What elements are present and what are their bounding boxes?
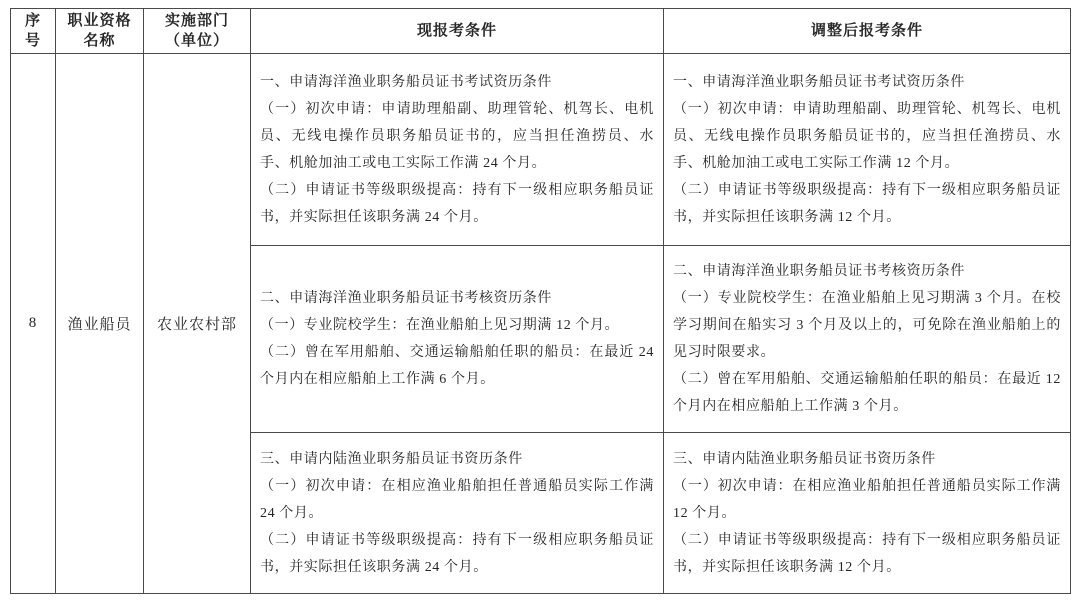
header-row <box>11 9 1071 54</box>
cell-adjusted-conditions-block-1 <box>664 54 1071 246</box>
cell-qualification-name: 渔业船员 <box>56 54 144 594</box>
paragraph: 二、申请海洋渔业职务船员证书考核资历条件 <box>673 264 965 279</box>
paragraph: （一）初次申请：在相应渔业船舶担任普通船员实际工作满 12 个月。 <box>673 478 1061 521</box>
cell-current-conditions-block-3 <box>251 433 664 594</box>
paragraph: （二）申请证书等级职级提高：持有下一级相应职务船员证书，并实际担任该职务满 12 个月。 <box>673 532 1061 575</box>
qualification-requirements-table <box>10 8 1071 594</box>
paragraph: （一）初次申请：申请助理船副、助理管轮、机驾长、电机员、无线电操作员职务船员证书的，应当担任渔捞员、水手、机舱加油工或电工实际工作满 12 个月。 <box>673 101 1061 171</box>
header-department-line1: 实施部门 <box>164 13 229 29</box>
paragraph: 一、申请海洋渔业职务船员证书考试资历条件 <box>260 74 552 90</box>
cell-seq-number: 8 <box>11 54 56 594</box>
header-seq-line2: 号 <box>24 33 41 49</box>
header-seq-line1: 序 <box>24 13 41 29</box>
header-department <box>144 9 251 54</box>
header-qualification-line2: 名称 <box>83 33 116 49</box>
header-current-conditions-label: 现报考条件 <box>416 23 497 39</box>
header-seq <box>11 9 56 54</box>
paragraph: （一）初次申请：申请助理船副、助理管轮、机驾长、电机员、无线电操作员职务船员证书的，应当担任渔捞员、水手、机舱加油工或电工实际工作满 24 个月。 <box>260 101 654 171</box>
cell-department: 农业农村部 <box>144 54 251 594</box>
cell-adjusted-conditions-block-3 <box>664 433 1071 594</box>
cell-current-conditions-block-2 <box>251 246 664 433</box>
paragraph: 三、申请内陆渔业职务船员证书资历条件 <box>673 451 936 467</box>
table-header <box>11 9 1071 54</box>
paragraph: （二）申请证书等级职级提高：持有下一级相应职务船员证书，并实际担任该职务满 12 个月。 <box>673 182 1061 225</box>
table-row-block-1 <box>11 54 1071 246</box>
header-qualification-line1: 职业资格 <box>67 13 132 29</box>
paragraph: （二）曾在军用船舶、交通运输船舶任职的船员：在最近 12 个月内在相应船舶上工作满 3 个月。 <box>673 372 1061 414</box>
header-current-conditions <box>251 9 664 54</box>
paragraph: 一、申请海洋渔业职务船员证书考试资历条件 <box>673 74 965 90</box>
paragraph: （一）专业院校学生：在渔业船舶上见习期满 3 个月。在校学习期间在船实习 3 个月及以上的，可免除在渔业船舶上的见习时限要求。 <box>673 291 1061 360</box>
paragraph: （一）初次申请：在相应渔业船舶担任普通船员实际工作满 24 个月。 <box>260 478 654 521</box>
paragraph: 三、申请内陆渔业职务船员证书资历条件 <box>260 451 523 467</box>
paragraph: 二、申请海洋渔业职务船员证书考核资历条件 <box>260 291 552 306</box>
header-adjusted-conditions <box>664 9 1071 54</box>
table-body <box>11 54 1071 594</box>
cell-current-conditions-block-1 <box>251 54 664 246</box>
paragraph: （二）申请证书等级职级提高：持有下一级相应职务船员证书，并实际担任该职务满 24 个月。 <box>260 532 654 575</box>
paragraph: （二）曾在军用船舶、交通运输船舶任职的船员：在最近 24 个月内在相应船舶上工作满 6 个月。 <box>260 345 654 387</box>
paragraph: （二）申请证书等级职级提高：持有下一级相应职务船员证书，并实际担任该职务满 24 个月。 <box>260 182 654 225</box>
header-qualification <box>56 9 144 54</box>
cell-adjusted-conditions-block-2 <box>664 246 1071 433</box>
header-adjusted-conditions-label: 调整后报考条件 <box>810 23 923 39</box>
paragraph: （一）专业院校学生：在渔业船舶上见习期满 12 个月。 <box>260 318 620 333</box>
header-department-line2: （单位） <box>164 33 229 49</box>
